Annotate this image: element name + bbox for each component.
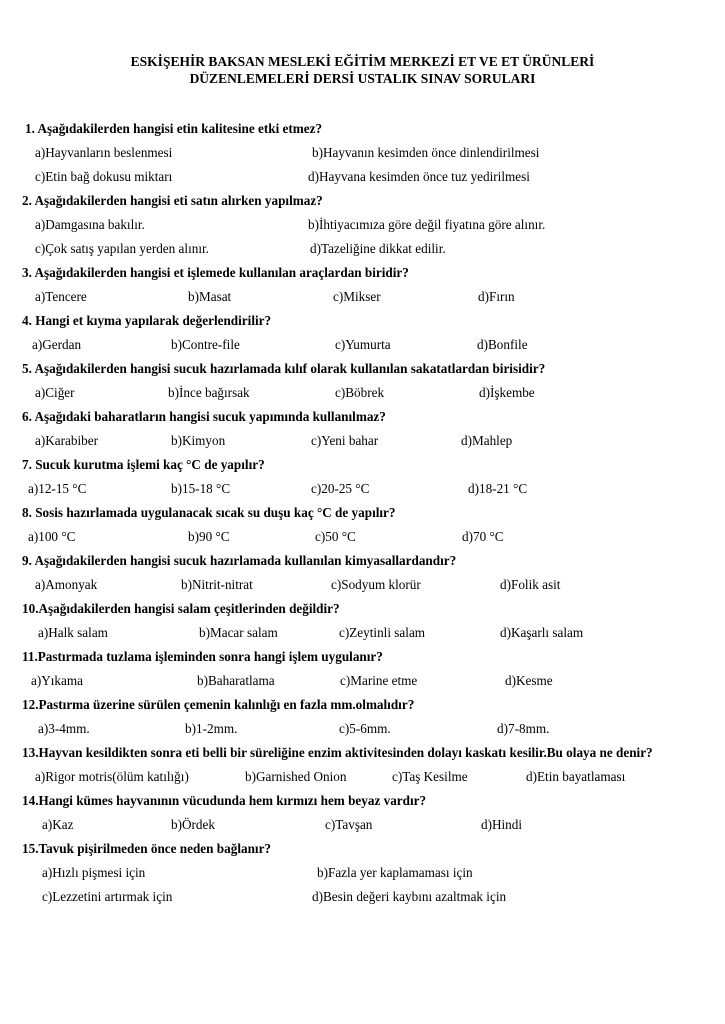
option-d: d)Kaşarlı salam xyxy=(500,625,584,640)
option-c: c)Yeni bahar xyxy=(311,433,379,448)
option-d: d)7-8mm. xyxy=(497,721,550,736)
question-5: 5. Aşağıdakilerden hangisi sucuk hazırlamada kılıf olarak kullanılan sakatatlardan birisidir? xyxy=(22,361,546,376)
question-1: 1. Aşağıdakilerden hangisi etin kalitesine etki etmez? xyxy=(25,121,323,136)
question-3: 3. Aşağıdakilerden hangisi et işlemede kullanılan araçlardan biridir? xyxy=(22,265,409,280)
option-a: a)Gerdan xyxy=(32,337,82,352)
option-c: c)50 °C xyxy=(315,529,356,544)
option-c: c)Taş Kesilme xyxy=(392,769,468,784)
option-c: c)Böbrek xyxy=(335,385,385,400)
option-a: a)Hayvanların beslenmesi xyxy=(35,145,173,160)
option-d: d)Fırın xyxy=(478,289,515,304)
option-b: b)Macar salam xyxy=(199,625,278,640)
option-b: b)Baharatlama xyxy=(197,673,275,688)
option-d: d)70 °C xyxy=(462,529,504,544)
question-13: 13.Hayvan kesildikten sonra eti belli bir süreliğine enzim aktivitesinden dolayı kaskatı kesilir.Bu olaya ne denir? xyxy=(22,745,653,760)
option-d: d)Mahlep xyxy=(461,433,513,448)
option-b: b)Ördek xyxy=(171,817,215,832)
option-a: a)Hızlı pişmesi için xyxy=(42,865,146,880)
option-c: c)5-6mm. xyxy=(339,721,391,736)
option-c: c)Zeytinli salam xyxy=(339,625,426,640)
question-8: 8. Sosis hazırlamada uygulanacak sıcak su duşu kaç °C de yapılır? xyxy=(22,505,396,520)
option-c: c)Yumurta xyxy=(335,337,391,352)
option-a: a)3-4mm. xyxy=(38,721,90,736)
question-9: 9. Aşağıdakilerden hangisi sucuk hazırlamada kullanılan kimyasallardandır? xyxy=(22,553,457,568)
option-d: d)İşkembe xyxy=(479,385,535,400)
option-b: b)Garnished Onion xyxy=(245,769,347,784)
option-b: b)90 °C xyxy=(188,529,230,544)
option-a: a)Amonyak xyxy=(35,577,98,592)
option-a: a)Tencere xyxy=(35,289,87,304)
option-d: d)18-21 °C xyxy=(468,481,528,496)
option-c: c)Sodyum klorür xyxy=(331,577,421,592)
option-a: a)Yıkama xyxy=(31,673,83,688)
question-2: 2. Aşağıdakilerden hangisi eti satın alırken yapılmaz? xyxy=(22,193,323,208)
option-c: c)Mikser xyxy=(333,289,381,304)
question-4: 4. Hangi et kıyma yapılarak değerlendirilir? xyxy=(22,313,272,328)
option-d: d)Hayvana kesimden önce tuz yedirilmesi xyxy=(308,169,530,184)
option-b: b)Hayvanın kesimden önce dinlendirilmesi xyxy=(312,145,540,160)
option-a: a)Rigor motris(ölüm katılığı) xyxy=(35,769,189,784)
option-c: c)Tavşan xyxy=(325,817,373,832)
option-b: b)1-2mm. xyxy=(185,721,238,736)
option-d: d)Hindi xyxy=(481,817,523,832)
option-c: c)Lezzetini artırmak için xyxy=(42,889,173,904)
option-b: b)Contre-file xyxy=(171,337,240,352)
option-b: b)İnce bağırsak xyxy=(168,385,250,400)
option-b: b)İhtiyacımıza göre değil fiyatına göre alınır. xyxy=(308,217,546,232)
option-c: c)Etin bağ dokusu miktarı xyxy=(35,169,173,184)
option-a: a)100 °C xyxy=(28,529,76,544)
option-a: a)Ciğer xyxy=(35,385,75,400)
option-d: d)Besin değeri kaybını azaltmak için xyxy=(312,889,507,904)
option-d: d)Kesme xyxy=(505,673,553,688)
option-d: d)Folik asit xyxy=(500,577,561,592)
question-12: 12.Pastırma üzerine sürülen çemenin kalınlığı en fazla mm.olmalıdır? xyxy=(22,697,415,712)
option-a: a)Damgasına bakılır. xyxy=(35,217,145,232)
header-line-1: ESKİŞEHİR BAKSAN MESLEKİ EĞİTİM MERKEZİ ET VE ET ÜRÜNLERİ xyxy=(130,54,595,69)
question-14: 14.Hangi kümes hayvanının vücudunda hem kırmızı hem beyaz vardır? xyxy=(22,793,427,808)
question-15: 15.Tavuk pişirilmeden önce neden bağlanır? xyxy=(22,841,272,856)
option-b: b)Masat xyxy=(188,289,232,304)
option-a: a)Kaz xyxy=(42,817,74,832)
question-7: 7. Sucuk kurutma işlemi kaç °C de yapılır? xyxy=(22,457,265,472)
option-a: a)Halk salam xyxy=(38,625,108,640)
option-b: b)Nitrit-nitrat xyxy=(181,577,253,592)
option-b: b)15-18 °C xyxy=(171,481,231,496)
option-b: b)Fazla yer kaplamaması için xyxy=(317,865,473,880)
option-d: d)Tazeliğine dikkat edilir. xyxy=(310,241,446,256)
header-line-2: DÜZENLEMELERİ DERSİ USTALIK SINAV SORULARI xyxy=(189,71,536,86)
option-a: a)Karabiber xyxy=(35,433,98,448)
option-d: d)Bonfile xyxy=(477,337,528,352)
option-d: d)Etin bayatlaması xyxy=(526,769,626,784)
option-b: b)Kimyon xyxy=(171,433,226,448)
question-11: 11.Pastırmada tuzlama işleminden sonra hangi işlem uygulanır? xyxy=(22,649,383,664)
option-c: c)Marine etme xyxy=(340,673,418,688)
option-a: a)12-15 °C xyxy=(28,481,87,496)
option-c: c)Çok satış yapılan yerden alınır. xyxy=(35,241,209,256)
question-6: 6. Aşağıdaki baharatların hangisi sucuk yapımında kullanılmaz? xyxy=(22,409,386,424)
option-c: c)20-25 °C xyxy=(311,481,370,496)
question-10: 10.Aşağıdakilerden hangisi salam çeşitlerinden değildir? xyxy=(22,601,340,616)
